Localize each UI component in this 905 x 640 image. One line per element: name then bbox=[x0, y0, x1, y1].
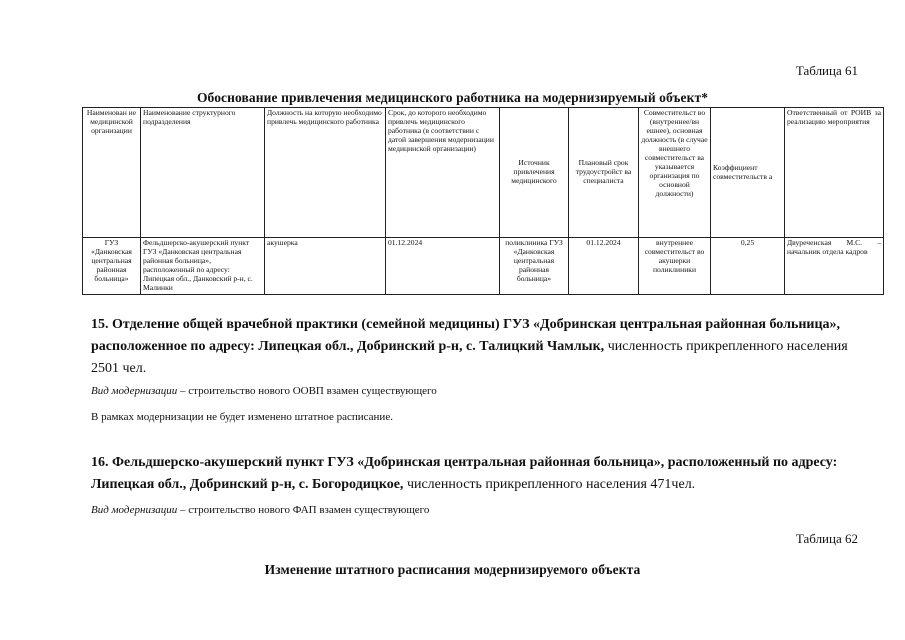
section-16-modernization bbox=[91, 504, 429, 516]
section-15-staff-note: В рамках модернизации не будет изменено штатное расписание. bbox=[91, 411, 393, 423]
table-cell: 01.12.2024 bbox=[569, 238, 639, 295]
modernization-label: Вид модернизации bbox=[91, 385, 178, 397]
table-cell: поликлиника ГУЗ «Данковская центральная районная больница» bbox=[500, 238, 569, 295]
table-cell: Двуреченская М.С. – начальник отдела кадров bbox=[785, 238, 884, 295]
table-61-number: Таблица 61 bbox=[795, 63, 858, 78]
header-cell: Ответственный от РОИВ за реализацию мероприятия bbox=[785, 108, 884, 238]
table-header-row bbox=[83, 108, 884, 238]
section-15-paragraph bbox=[91, 314, 851, 380]
table-62-title: Изменение штатного расписания модернизируемого объекта bbox=[264, 562, 641, 577]
header-cell: Плановый срок трудоустройст ва специалиста bbox=[569, 108, 639, 238]
modernization-text: – строительство нового ФАП взамен существующего bbox=[177, 504, 430, 516]
section-15-heading: 15. Отделение общей врачебной практики (семейной медицины) ГУЗ «Добринская центральная районная больница», расположенное по адресу: Липецкая обл., Добринский р-н, с. Талицкий Чамлык, bbox=[91, 317, 841, 354]
table-cell: внутреннее совместительст во акушерки поликлиники bbox=[639, 238, 711, 295]
header-cell: Коэффициент совместительств а bbox=[711, 108, 785, 238]
modernization-label: Вид модернизации bbox=[91, 504, 178, 516]
section-15-population: численность прикрепленного населения 2501 чел. bbox=[91, 339, 848, 376]
section-15-modernization bbox=[91, 385, 437, 397]
section-16-heading: 16. Фельдшерско-акушерский пункт ГУЗ «Добринская центральная районная больница», расположенный по адресу: Липецкая обл., Добринский р-н, с. Богородицкое, bbox=[91, 455, 838, 492]
table-62-number: Таблица 62 bbox=[795, 531, 858, 546]
header-cell: Источник привлечения медицинского bbox=[500, 108, 569, 238]
header-cell: Должность на которую необходимо привлечь медицинского работника bbox=[265, 108, 386, 238]
table-61-title: Обоснование привлечения медицинского работника на модернизируемый объект* bbox=[196, 90, 709, 105]
table-cell: акушерка bbox=[265, 238, 386, 295]
table-cell: ГУЗ «Данковская центральная районная больница» bbox=[83, 238, 141, 295]
section-16-paragraph bbox=[91, 452, 851, 496]
table-cell: 01.12.2024 bbox=[386, 238, 500, 295]
header-cell: Наименован ие медицинской организации bbox=[83, 108, 141, 238]
modernization-text: – строительство нового ООВП взамен существующего bbox=[177, 385, 437, 397]
table-cell: Фельдшерско-акушерский пункт ГУЗ «Данковская центральная районная больница», расположенный по адресу: Липецкая обл., Данковский р-н, с. Малинки bbox=[141, 238, 265, 295]
header-cell: Срок, до которого необходимо привлечь медицинского работника (в соответствии с датой завершения модернизации медицинской организации) bbox=[386, 108, 500, 238]
section-16-population: численность прикрепленного населения 471чел. bbox=[403, 477, 696, 492]
table-cell: 0,25 bbox=[711, 238, 785, 295]
header-cell: Наименование структурного подразделения bbox=[141, 108, 265, 238]
table-row bbox=[83, 238, 884, 295]
header-cell: Совместительст во (внутреннее/вн ешнее), основная должность (в случае внешнего совместительст ва указывается организация по основной должности) bbox=[639, 108, 711, 238]
table-61 bbox=[82, 107, 884, 295]
